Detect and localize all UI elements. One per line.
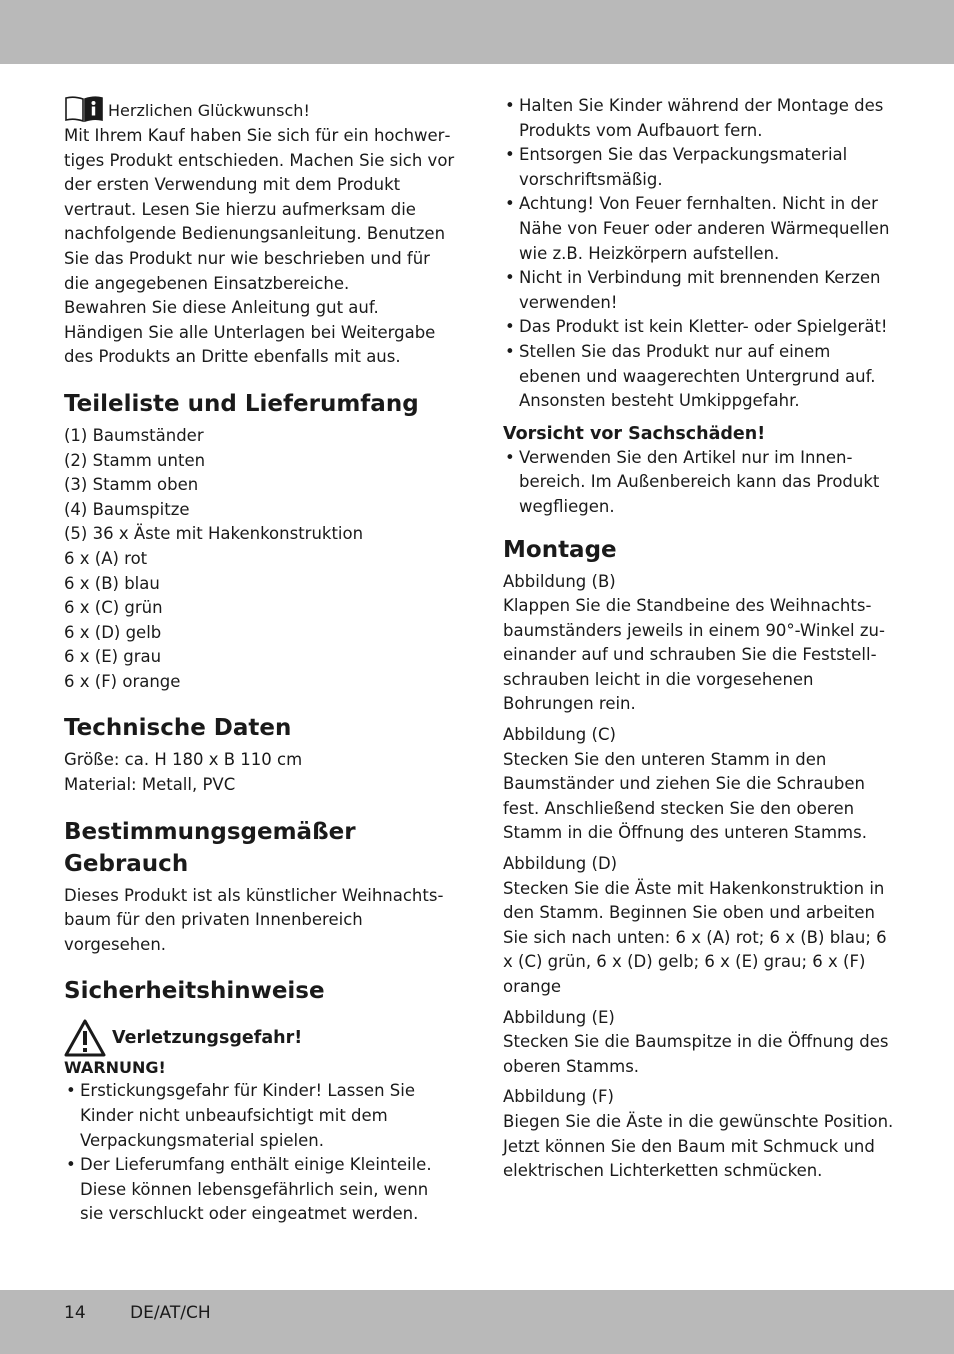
- header-bar: [0, 0, 954, 64]
- figure-label: Abbildung (E): [503, 1007, 615, 1027]
- injury-heading: Verletzungsgefahr!: [112, 1028, 303, 1049]
- step-text: Stecken Sie die Baumspitze in die Öffnung des oberen Stamms.: [503, 1032, 889, 1076]
- list-item: • Achtung! Von Feuer fernhalten. Nicht in der Nähe von Feuer oder anderen Wärmequellen wie z.B. Heizkörpern aufstellen.: [503, 192, 895, 266]
- list-item: 6 x (F) orange: [64, 671, 181, 691]
- intended-use-text: Dieses Produkt ist als künstlicher Weihnachtsbaum für den privaten Innenbereich vorgesehen.: [64, 885, 444, 954]
- intro-paragraph-2: Bewahren Sie diese Anleitung gut auf. Händigen Sie alle Unterlagen bei Weitergabe des Produkts an Dritte ebenfalls mit aus.: [64, 298, 436, 367]
- locale-label: DE/AT/CH: [130, 1303, 211, 1323]
- list-item: • Der Lieferumfang enthält einige Kleinteile. Diese können lebensgefährlich sein, wenn sie verschluckt oder eingeatmet werden.: [64, 1153, 456, 1227]
- right-column: [503, 94, 895, 1184]
- list-item: (5) 36 x Äste mit Hakenkonstruktion: [64, 524, 364, 544]
- damage-heading: Vorsicht vor Sachschäden!: [503, 423, 766, 444]
- list-item: • Stellen Sie das Produkt nur auf einem ebenen und waagerechten Untergrund auf. Ansonsten besteht Umkippgefahr.: [503, 340, 895, 414]
- step-text: Biegen Sie die Äste in die gewünschte Position. Jetzt können Sie den Baum mit Schmuck und elektrischen Lichterketten schmücken.: [503, 1111, 894, 1181]
- warning-triangle-icon: [64, 1019, 106, 1057]
- parts-list: [64, 424, 456, 695]
- assembly-step: [503, 570, 895, 718]
- intro-paragraph-1: Mit Ihrem Kauf haben Sie sich für ein hochwertiges Produkt entschieden. Machen Sie sich vor der ersten Verwendung mit dem Produkt vertraut. Lesen Sie hierzu aufmerksam die nachfolgende Bedienungsanleitung. Benutzen Sie das Produkt nur wie beschrieben und für die angegebenen Einsatzbereiche.: [64, 126, 455, 293]
- figure-label: Abbildung (B): [503, 571, 616, 591]
- list-item: 6 x (E) grau: [64, 647, 162, 667]
- intro-greeting: Herzlichen Glückwunsch!: [108, 101, 310, 121]
- parts-heading: Teileliste und Lieferumfang: [64, 390, 419, 417]
- step-text: Klappen Sie die Standbeine des Weihnachtsbaumständers jeweils in einem 90°-Winkel zueinander auf und schrauben Sie die Feststellschrauben leicht in die vorgesehenen Bohrungen rein.: [503, 596, 885, 714]
- list-item: (3) Stamm oben: [64, 475, 199, 495]
- list-item: (2) Stamm unten: [64, 450, 206, 470]
- assembly-step: [503, 852, 895, 1000]
- warning-label: WARNUNG!: [64, 1058, 166, 1078]
- list-item: (4) Baumspitze: [64, 499, 190, 519]
- list-item: • Nicht in Verbindung mit brennenden Kerzen verwenden!: [503, 266, 895, 315]
- tech-size: Größe: ca. H 180 x B 110 cm: [64, 750, 303, 770]
- list-item: 6 x (B) blau: [64, 573, 160, 593]
- safety-bullets-left: [64, 1079, 456, 1227]
- list-item: • Das Produkt ist kein Kletter- oder Spielgerät!: [503, 315, 895, 340]
- page-number: 14: [64, 1303, 86, 1323]
- assembly-step: [503, 1006, 895, 1080]
- step-text: Stecken Sie die Äste mit Hakenkonstruktion in den Stamm. Beginnen Sie oben und arbeiten Sie sich nach unten: 6 x (A) rot; 6 x (B) blau; 6 x (C) grün, 6 x (D) gelb; 6 x (E) grau; 6 x (F) orange: [503, 878, 887, 996]
- assembly-step: [503, 723, 895, 846]
- injury-warning-head: [64, 1019, 456, 1057]
- intended-use-heading: Bestimmungsgemäßer Gebrauch: [64, 818, 356, 877]
- damage-bullets: [503, 446, 895, 520]
- intro-greeting-line: [64, 94, 456, 124]
- tech-material: Material: Metall, PVC: [64, 775, 236, 795]
- tech-heading: Technische Daten: [64, 715, 292, 742]
- list-item: 6 x (C) grün: [64, 598, 163, 618]
- list-item: • Verwenden Sie den Artikel nur im Innenbereich. Im Außenbereich kann das Produkt wegfliegen.: [503, 446, 895, 520]
- left-column: [64, 94, 456, 1227]
- assembly-heading: Montage: [503, 536, 617, 563]
- step-text: Stecken Sie den unteren Stamm in den Baumständer und ziehen Sie die Schrauben fest. Anschließend stecken Sie den oberen Stamm in die Öffnung des unteren Stamms.: [503, 749, 867, 843]
- safety-heading: Sicherheitshinweise: [64, 978, 325, 1005]
- list-item: 6 x (A) rot: [64, 548, 148, 568]
- list-item: (1) Baumständer: [64, 425, 204, 445]
- list-item: • Erstickungsgefahr für Kinder! Lassen Sie Kinder nicht unbeaufsichtigt mit dem Verpackungsmaterial spielen.: [64, 1079, 456, 1153]
- list-item: • Halten Sie Kinder während der Montage des Produkts vom Aufbauort fern.: [503, 94, 895, 143]
- info-book-icon: [64, 94, 104, 124]
- list-item: • Entsorgen Sie das Verpackungsmaterial vorschriftsmäßig.: [503, 143, 895, 192]
- assembly-step: [503, 1085, 895, 1183]
- figure-label: Abbildung (F): [503, 1087, 614, 1107]
- figure-label: Abbildung (D): [503, 854, 618, 874]
- figure-label: Abbildung (C): [503, 725, 616, 745]
- list-item: 6 x (D) gelb: [64, 622, 162, 642]
- safety-bullets-right: [503, 94, 895, 414]
